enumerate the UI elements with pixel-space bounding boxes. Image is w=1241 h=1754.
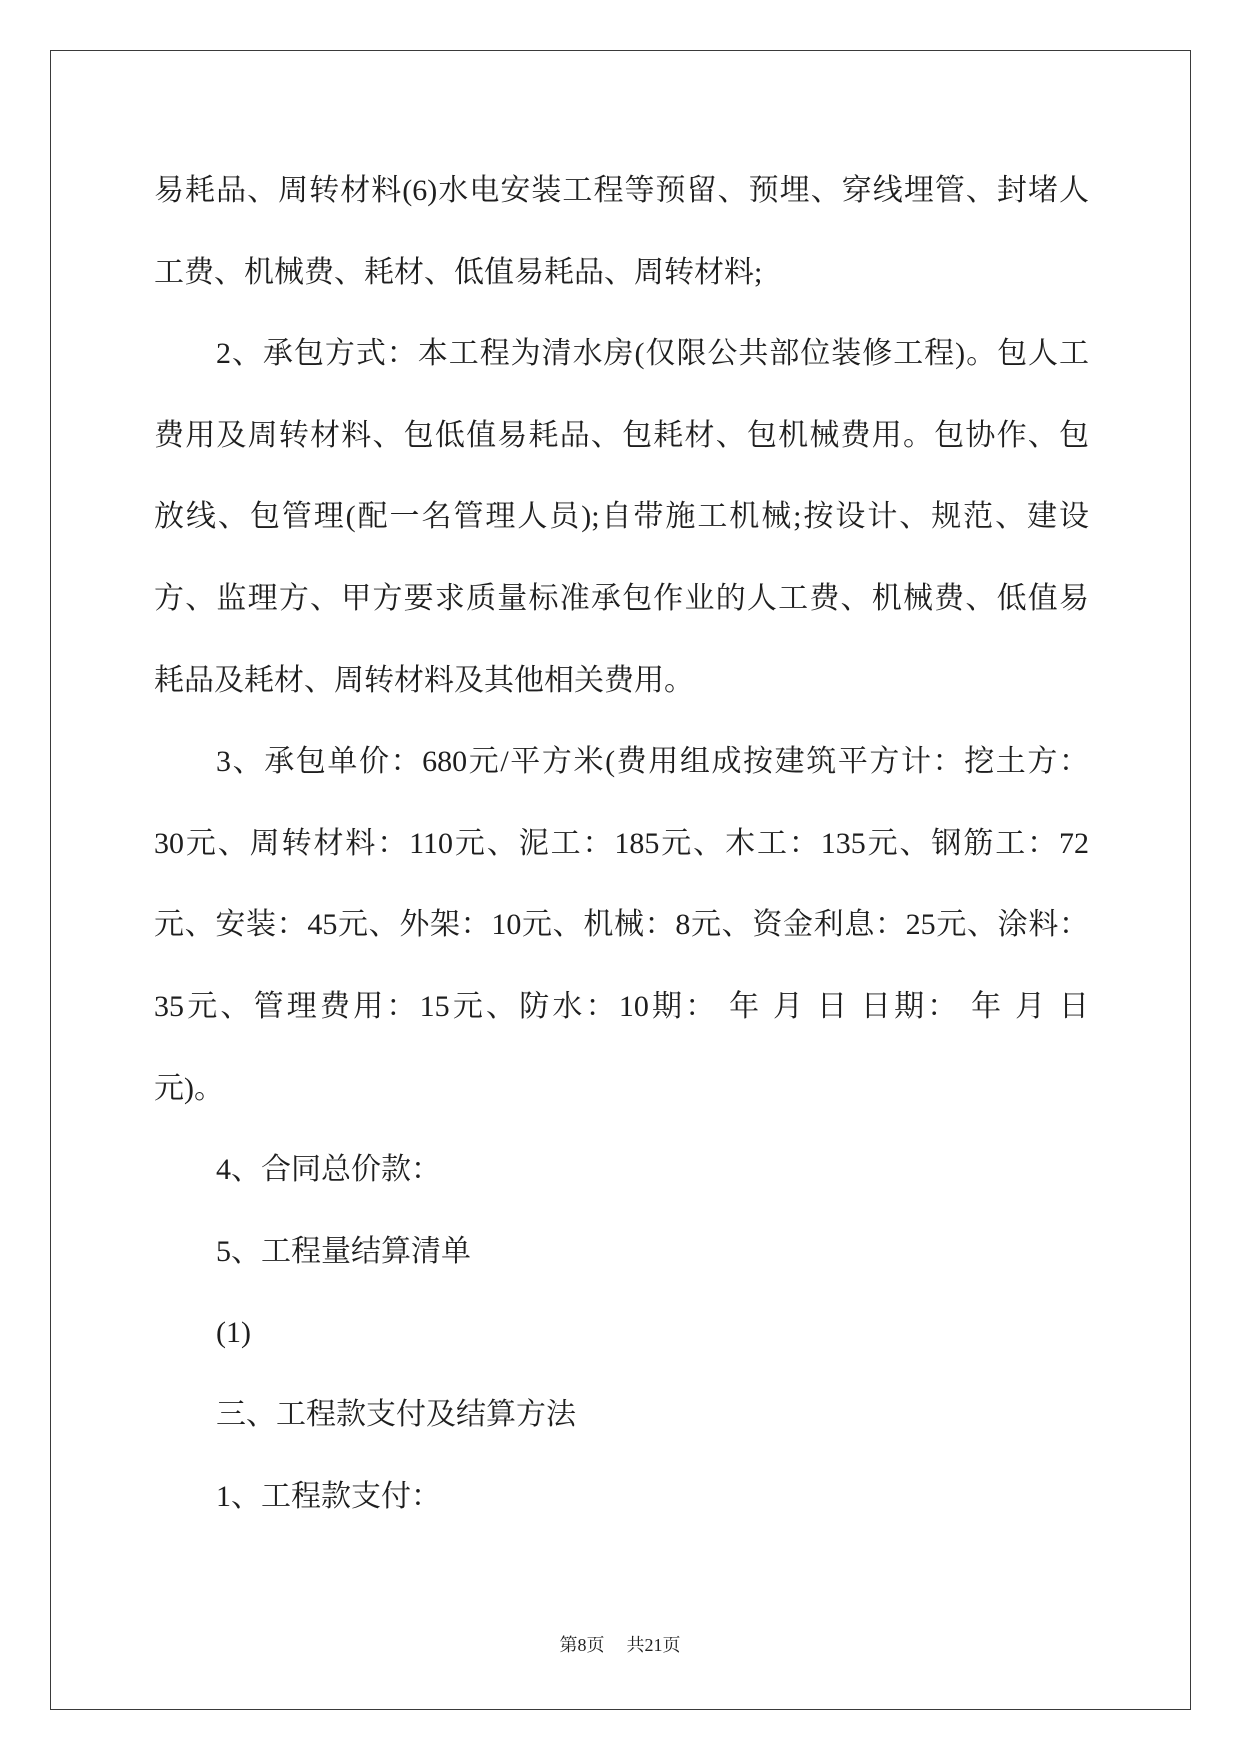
text-line: 30元、周转材料：110元、泥工：185元、木工：135元、钢筋工：72 [154, 827, 1089, 860]
page-footer [420, 1633, 820, 1657]
text-line: 元)。 [154, 1072, 224, 1105]
list-item: (1) [216, 1316, 251, 1349]
text-line: 易耗品、周转材料(6)水电安装工程等预留、预埋、穿线埋管、封堵人 [154, 174, 1089, 207]
text-line: 耗品及耗材、周转材料及其他相关费用。 [154, 664, 694, 697]
section-heading: 4、合同总价款： [216, 1153, 441, 1186]
text-line: 35元、管理费用：15元、防水：10期： 年 月 日 日期： 年 月 日 [154, 990, 1089, 1023]
page-border [50, 50, 1191, 1710]
text-line: 放线、包管理(配一名管理人员);自带施工机械;按设计、规范、建设 [154, 500, 1089, 533]
text-line: 费用及周转材料、包低值易耗品、包耗材、包机械费用。包协作、包 [154, 419, 1089, 452]
text-line: 元、安装：45元、外架：10元、机械：8元、资金利息：25元、涂料： [154, 908, 1089, 941]
page-total: 共21页 [626, 1635, 681, 1655]
text-line: 2、承包方式：本工程为清水房(仅限公共部位装修工程)。包人工 [216, 337, 1089, 370]
text-line: 工费、机械费、耗材、低值易耗品、周转材料; [154, 256, 763, 289]
section-heading: 5、工程量结算清单 [216, 1235, 471, 1268]
page-number: 第8页 [559, 1635, 605, 1655]
section-heading: 1、工程款支付： [216, 1480, 441, 1513]
text-line: 3、承包单价：680元/平方米(费用组成按建筑平方计：挖土方： [216, 745, 1089, 778]
text-line: 方、监理方、甲方要求质量标准承包作业的人工费、机械费、低值易 [154, 582, 1089, 615]
section-heading: 三、工程款支付及结算方法 [216, 1398, 576, 1431]
